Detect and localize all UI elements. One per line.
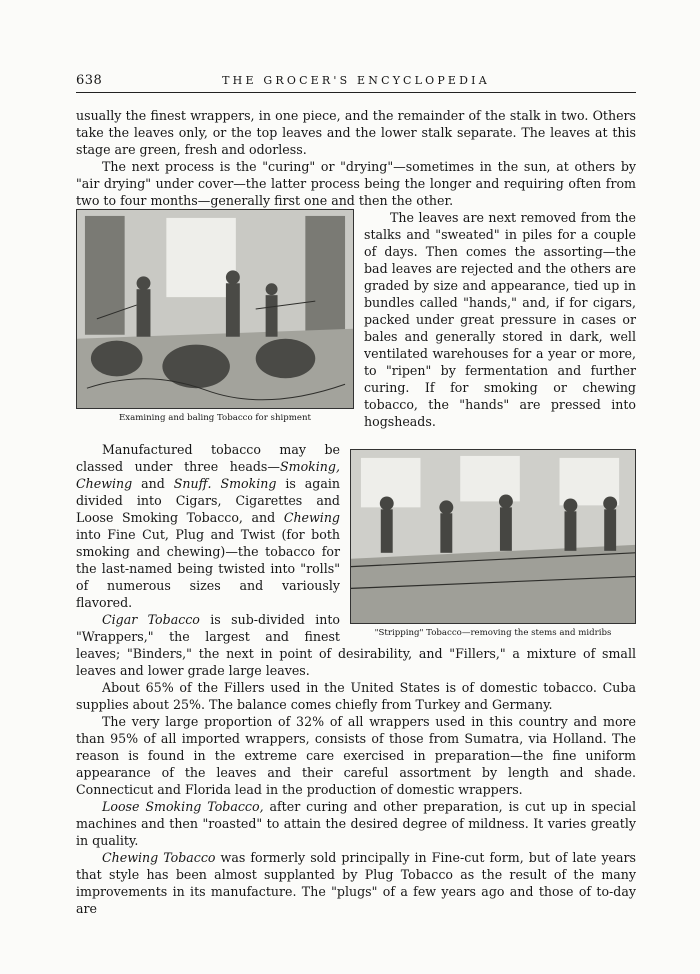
emphasis: Snuff. (173, 476, 212, 491)
page-header (76, 73, 636, 93)
text-run: into Fine Cut, Plug and Twist (for both smoking and chewing)—the tobacco for the last-named being twisted into "rolls" of numerous sizes and variously flavored. (76, 527, 340, 610)
paragraph: usually the finest wrappers, in one piece, and the remainder of the stalk in two. Others take the leaves only, or the top leaves and the lower stalk separate. The leaves at this stage are green, fresh and odorless. (76, 108, 636, 157)
paragraph: The next process is the "curing" or "drying"—sometimes in the sun, at others by "air drying" under cover—the latter process being the longer and requiring often from two to four months—generally first one and then the other. (76, 159, 636, 208)
engraving-baling-tobacco (76, 209, 354, 409)
figure-baling-tobacco (76, 209, 354, 437)
emphasis: Chewing (76, 476, 133, 491)
paragraph: The very large proportion of 32% of all wrappers used in this country and more than 95% of all imported wrappers, consists of those from Sumatra, via Holland. The reason is found in the extreme care exercised in preparation—the fine uniform appearance of the leaves and their careful assortment by length and shade. Connecticut and Florida lead in the production of domestic wrappers. (76, 714, 636, 797)
paragraph (76, 798, 636, 849)
text-run: is again divided into Cigars, Cigarettes and Loose Smoking Tobacco, and (76, 476, 341, 525)
running-title: THE GROCER'S ENCYCLOPEDIA (222, 74, 490, 87)
emphasis: Smoking (220, 476, 277, 491)
text-run: and (132, 476, 174, 491)
emphasis: Smoking, (280, 459, 340, 474)
article-body (76, 107, 636, 917)
engraving-stripping-tobacco (350, 449, 636, 624)
emphasis: Loose Smoking Tobacco, (102, 799, 264, 814)
figure-caption: Examining and baling Tobacco for shipment (119, 413, 311, 423)
text-run: Manufactured tobacco may be classed under three heads— (76, 442, 340, 474)
figure-stripping-tobacco (350, 449, 636, 641)
paragraph: About 65% of the Fillers used in the United States is of domestic tobacco. Cuba supplies about 25%. The balance comes chiefly from Turkey and Germany. (76, 680, 636, 712)
figure-caption: "Stripping" Tobacco—removing the stems and midribs (374, 628, 612, 638)
emphasis: Chewing Tobacco (102, 850, 216, 865)
text-run: is sub-divided into "Wrappers," the largest and finest leaves; "Binders," the next in point of desirability, and "Fillers," a mixture of small leaves and lower grade large leaves. (76, 612, 636, 678)
page-number: 638 (76, 73, 103, 88)
header-rule (76, 92, 636, 93)
text-run: was formerly sold principally in Fine-cut form, but of late years that style has been almost supplanted by Plug Tobacco as the result of the many improvements in its manufacture. The "plugs" of a few years ago and those of to-day are (76, 850, 636, 916)
stripping-room-illustration (351, 450, 635, 623)
paragraph: The leaves are next removed from the stalks and "sweated" in piles for a couple of days. Then comes the assorting—the bad leaves are rejected and the others are graded by size and appearance, tied up in bundles called "hands," and, if for cigars, packed under great pressure in cases or bales and generally stored in dark, well ventilated warehouses for a year or more, to "ripen" by fermentation and further curing. If for smoking or chewing tobacco, the "hands" are pressed into hogsheads. (364, 210, 636, 429)
warehouse-illustration (77, 210, 353, 408)
emphasis: Cigar Tobacco (102, 612, 200, 627)
paragraph (76, 849, 636, 917)
text-run: after curing and other preparation, is cut up in special machines and then "roasted" to attain the desired degree of mildness. It varies greatly in quality. (76, 799, 636, 848)
emphasis: Chewing (283, 510, 340, 525)
